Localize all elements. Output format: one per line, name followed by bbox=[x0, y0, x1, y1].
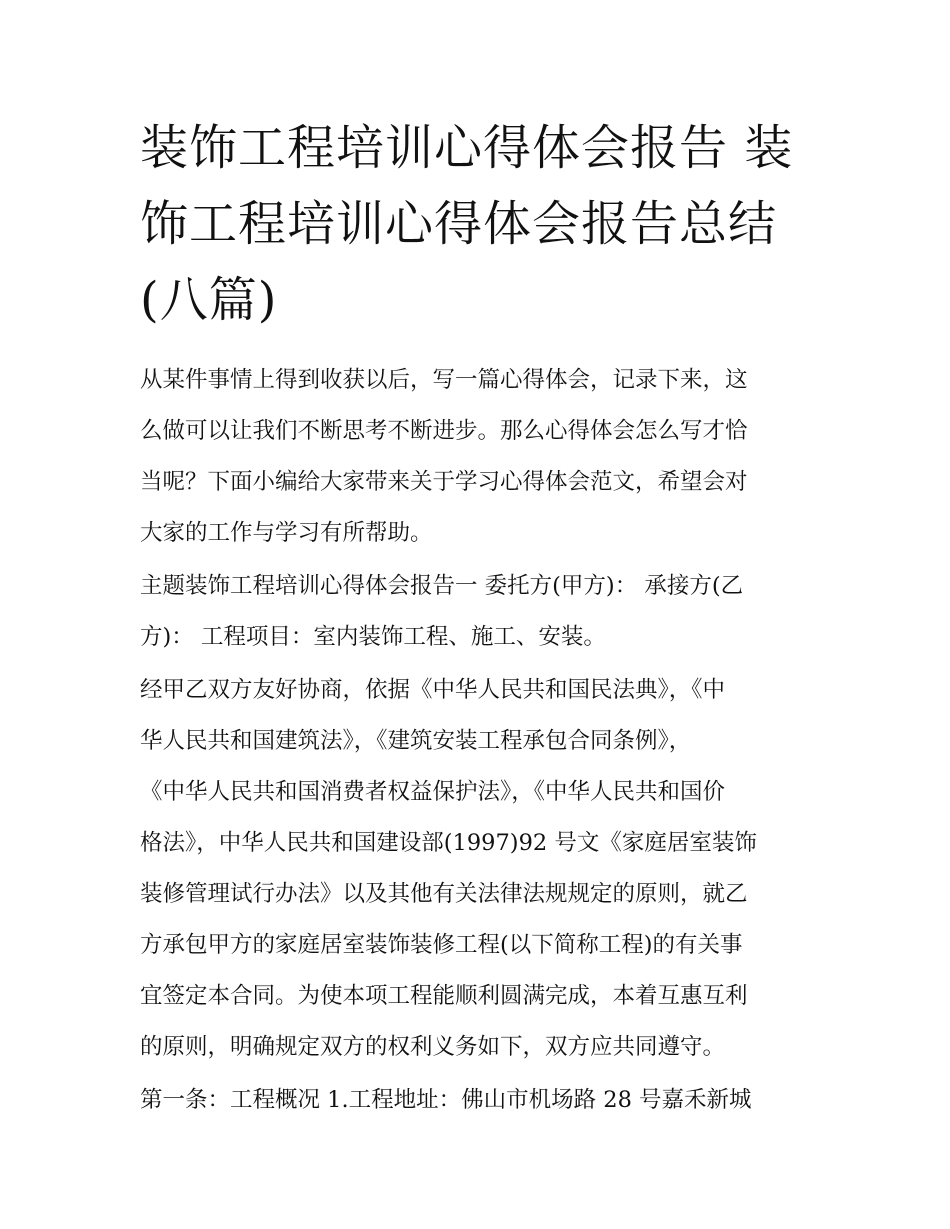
text-line: 装修管理试行办法》以及其他有关法律法规规定的原则，就乙 bbox=[140, 881, 748, 907]
text-line: 主题装饰工程培训心得体会报告一 委托方(甲方)： 承接方(乙 bbox=[140, 573, 744, 599]
article-one-paragraph bbox=[140, 1075, 820, 1126]
document-title bbox=[140, 110, 820, 338]
text-line: 宜签定本合同。为使本项工程能顺利圆满完成，本着互惠互利 bbox=[140, 983, 748, 1009]
text-line: 当呢？下面小编给大家带来关于学习心得体会范文，希望会对 bbox=[140, 469, 748, 495]
text-line: 大家的工作与学习有所帮助。 bbox=[140, 520, 433, 546]
text-line: 格法》，中华人民共和国建设部(1997)92 号文《家庭居室装饰 bbox=[140, 830, 757, 856]
document-body bbox=[140, 355, 820, 1128]
title-line: (八篇) bbox=[140, 272, 278, 328]
text-line: 经甲乙双方友好协商，依据《中华人民共和国民法典》，《中 bbox=[140, 677, 726, 703]
parties-paragraph bbox=[140, 561, 820, 663]
text-line: 第一条：工程概况 1.工程地址：佛山市机场路 28 号嘉禾新城 bbox=[140, 1087, 752, 1113]
text-line: 么做可以让我们不断思考不断进步。那么心得体会怎么写才恰 bbox=[140, 418, 748, 444]
text-line: 的原则，明确规定双方的权利义务如下，双方应共同遵守。 bbox=[140, 1034, 726, 1060]
title-line: 装饰工程培训心得体会报告 装 bbox=[140, 120, 794, 176]
text-line: 《中华人民共和国消费者权益保护法》，《中华人民共和国价 bbox=[140, 779, 726, 805]
intro-paragraph bbox=[140, 355, 820, 559]
title-line: 饰工程培训心得体会报告总结 bbox=[140, 196, 778, 252]
text-line: 从某件事情上得到收获以后，写一篇心得体会，记录下来，这 bbox=[140, 367, 748, 393]
text-line: 方)： 工程项目：室内装饰工程、施工、安装。 bbox=[140, 624, 606, 650]
text-line: 方承包甲方的家庭居室装饰装修工程(以下简称工程)的有关事 bbox=[140, 932, 743, 958]
text-line: 华人民共和国建筑法》，《建筑安装工程承包合同条例》， bbox=[140, 728, 692, 754]
legal-basis-paragraph bbox=[140, 665, 820, 1073]
